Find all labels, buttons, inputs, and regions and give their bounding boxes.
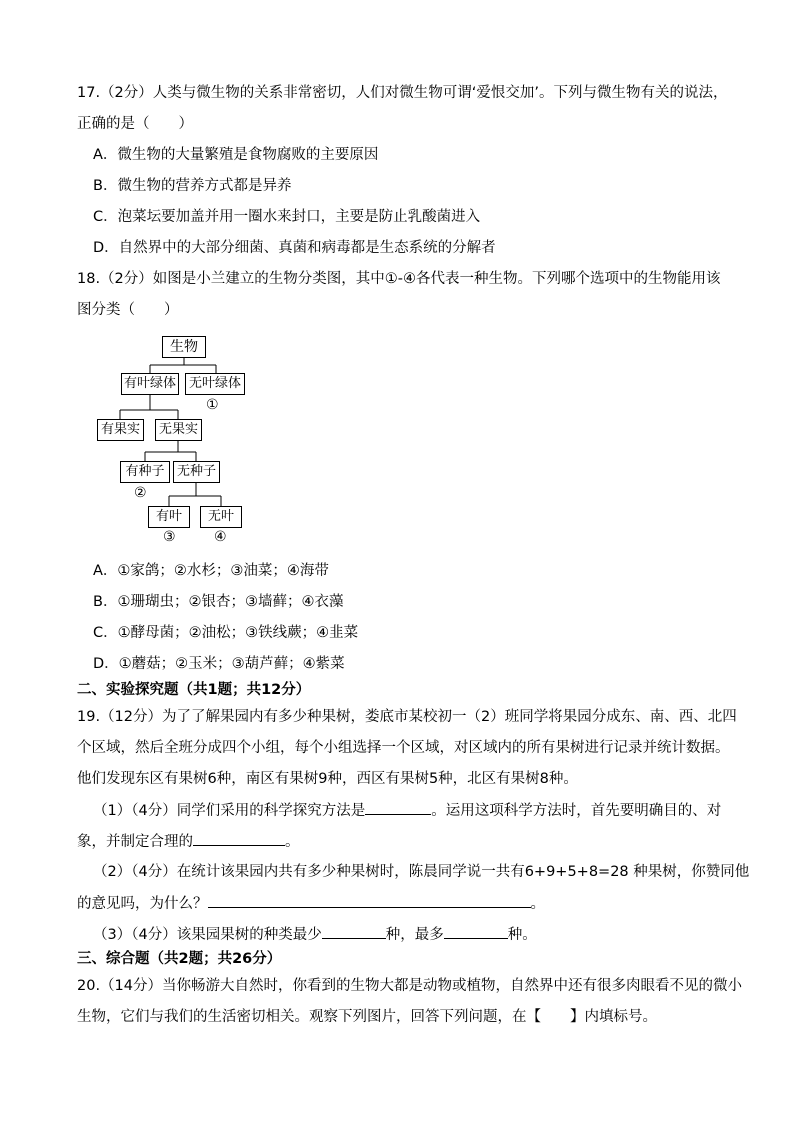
answer-blank-min[interactable]	[322, 924, 386, 939]
q20-para-line2: 生物，它们与我们的生活密切相关。观察下列图片，回答下列问题，在【 】内填标号。	[77, 1009, 657, 1025]
q19-sub1-text-b: 。运用这项科学方法时，首先要明确目的、对	[431, 803, 722, 819]
q17-stem-line2: 正确的是（ ）	[77, 116, 193, 132]
answer-blank-method[interactable]	[365, 800, 431, 815]
q19-para-line1: 19.（12分）为了了解果园内有多少种果树，娄底市某校初一（2）班同学将果园分成东、南、西、北四	[77, 709, 737, 725]
node-has-leaf: 有叶	[148, 506, 190, 528]
q19-sub3-text-a: （3）（4分）该果园果树的种类最少	[93, 927, 322, 943]
q19-sub2-line1: （2）（4分）在统计该果园内共有多少种果树时，陈晨同学说一共有6+9+5+8=28 种果树，你赞同他	[93, 864, 750, 880]
q19-sub1-text-c: 象，并制定合理的	[77, 834, 193, 850]
q18-option-c: C．①酵母菌；②油松；③铁线蕨；④韭菜	[93, 625, 359, 641]
q19-sub1-text-a: （1）（4分）同学们采用的科学探究方法是	[93, 803, 366, 819]
answer-blank-max[interactable]	[444, 924, 508, 939]
node-organism: 生物	[162, 336, 206, 358]
node-no-leaf: 无叶	[200, 506, 242, 528]
node-has-seed: 有种子	[120, 461, 170, 483]
q20-para-line1: 20.（14分）当你畅游大自然时，你看到的生物大都是动物或植物，自然界中还有很多肉眼看不见的微小	[77, 978, 743, 994]
mark-2: ②	[134, 485, 147, 501]
q19-sub1-text-d: 。	[285, 834, 300, 850]
q19-sub3-text-b: 种，最多	[385, 927, 444, 943]
q17-option-a: A．微生物的大量繁殖是食物腐败的主要原因	[93, 147, 379, 163]
q19-sub3-text-c: 种。	[507, 927, 537, 943]
node-no-fruit: 无果实	[155, 419, 202, 441]
q19-para-line3: 他们发现东区有果树6种，南区有果树9种，西区有果树5种，北区有果树8种。	[77, 771, 578, 787]
q19-sub3-line	[93, 924, 537, 945]
mark-3: ③	[163, 529, 176, 545]
node-has-chlorophyll: 有叶绿体	[121, 373, 179, 395]
q17-option-b: B．微生物的营养方式都是异养	[93, 178, 292, 194]
section-2-heading: 二、实验探究题（共1题；共12分）	[77, 682, 311, 698]
mark-4: ④	[214, 529, 227, 545]
q19-sub2-line2	[77, 893, 545, 914]
q17-option-c: C．泡菜坛要加盖并用一圈水来封口，主要是防止乳酸菌进入	[93, 209, 481, 225]
q18-option-d: D．①蘑菇；②玉米；③葫芦藓；④紫菜	[93, 656, 345, 672]
section-3-heading: 三、综合题（共2题；共26分）	[77, 951, 282, 967]
mark-1: ①	[206, 397, 219, 413]
q19-para-line2: 个区域，然后全班分成四个小组，每个小组选择一个区域，对区域内的所有果树进行记录并统计数据。	[77, 740, 730, 756]
q19-sub1-line2	[77, 831, 300, 852]
q17-stem-line1: 17.（2分）人类与微生物的关系非常密切，人们对微生物可谓‘爱恨交加’。下列与微生物有关的说法，	[77, 85, 728, 101]
node-no-seed: 无种子	[173, 461, 220, 483]
q19-sub1-line1	[93, 800, 721, 821]
q18-stem-line2: 图分类（ ）	[77, 302, 179, 318]
q18-option-a: A．①家鸽；②水杉；③油菜；④海带	[93, 563, 329, 579]
q19-sub2-text-b: 的意见吗，为什么？	[77, 896, 208, 912]
q19-sub2-text-c: 。	[530, 896, 545, 912]
node-has-fruit: 有果实	[97, 419, 144, 441]
node-no-chlorophyll: 无叶绿体	[185, 373, 245, 395]
answer-blank-reason[interactable]	[208, 893, 531, 908]
q18-stem-line1: 18.（2分）如图是小兰建立的生物分类图，其中①-④各代表一种生物。下列哪个选项中的生物能用该	[77, 271, 721, 287]
q17-option-d: D．自然界中的大部分细菌、真菌和病毒都是生态系统的分解者	[93, 240, 496, 256]
answer-blank-plan[interactable]	[193, 831, 285, 846]
q18-option-b: B．①珊瑚虫；②银杏；③墙藓；④衣藻	[93, 594, 344, 610]
